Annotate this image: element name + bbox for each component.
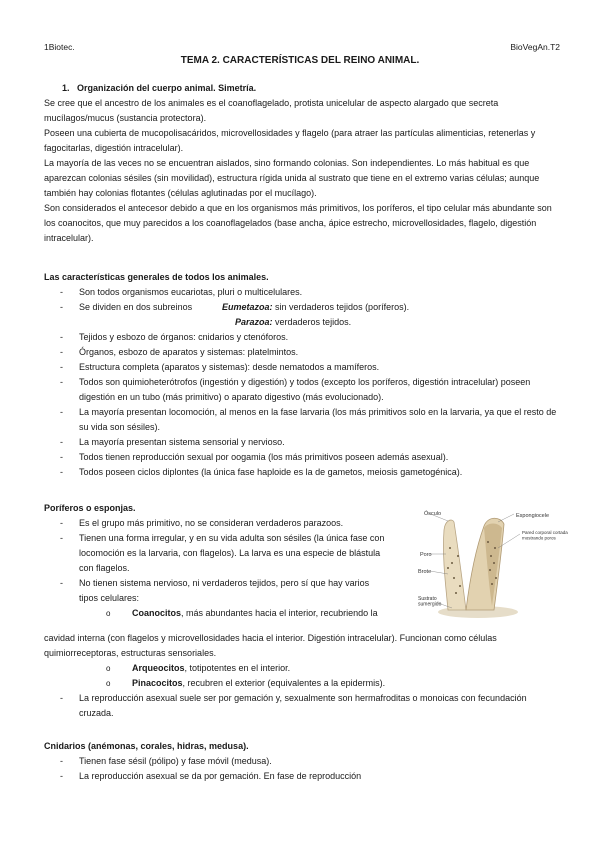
- term-text: , totipotentes en el interior.: [184, 663, 291, 673]
- term-text: , recubren el exterior (equivalentes a la epidermis).: [182, 678, 386, 688]
- label-poro: Poro: [420, 552, 432, 558]
- list-item: - Todos poseen ciclos diplontes (la única fase haploide es la de gametos, meiosis gametogénica).: [44, 465, 559, 480]
- list-item: - La reproducción asexual suele ser por gemación y, sexualmente son hermafroditas o monoicas con fecundación cruzada.: [44, 691, 559, 721]
- label-osculo: Ósculo: [424, 511, 442, 517]
- label-sustrato: Sustrato sumergido: [418, 596, 442, 608]
- label-espongiocele: Espongiocele: [516, 513, 550, 519]
- sponge-tube-left: [443, 520, 466, 610]
- section-number: 1.: [62, 83, 70, 93]
- term-text: verdaderos tejidos.: [272, 317, 352, 327]
- list-item-continuation: [44, 315, 559, 330]
- list-item: - La mayoría presentan sistema sensorial y nervioso.: [44, 435, 559, 450]
- list-item: - Es el grupo más primitivo, no se consideran verdaderos parazoos.: [44, 516, 386, 531]
- sub-item: [44, 676, 559, 691]
- section-heading: [44, 81, 559, 96]
- list-item-text: Se dividen en dos subreinos: [79, 302, 193, 312]
- header-right: BioVegAn.T2: [510, 42, 560, 52]
- term-text: , más abundantes hacia el interior, recubriendo la: [181, 608, 378, 618]
- term-text: sin verdaderos tejidos (poríferos).: [272, 302, 410, 312]
- list-item: - Todos son quimioheterótrofos (ingestión y digestión) y todos (excepto los poríferos, digestión intracelular) poseen digestión en un tubo (más primitivo) o aparato digestivo (más evolucionado).: [44, 375, 559, 405]
- list-item: - Tienen fase sésil (pólipo) y fase móvil (medusa).: [44, 754, 559, 769]
- section-title: Organización del cuerpo animal. Simetría.: [77, 83, 257, 93]
- list-item: - La mayoría presentan locomoción, al menos en la fase larvaria (los más primitivos solo en la larvaria, ya que el resto de su vida son sésiles).: [44, 405, 559, 435]
- sponge-illustration: [418, 508, 578, 620]
- term-pinacocitos: Pinacocitos: [132, 678, 183, 688]
- term-parazoa: Parazoa:: [235, 317, 273, 327]
- list-item: - Estructura completa (aparatos y sistemas): desde nematodos a mamíferos.: [44, 360, 559, 375]
- section-poriferos: [44, 501, 386, 621]
- paragraph: La mayoría de las veces no se encuentran aislados, sino formando colonias. Son independientes. Lo más habitual es que aparezcan colonias sésiles (sin movilidad), estructura rígida unida al sustrato que tiene en el extremo varias células; aunque también hay colonias flotantes (células aglutinadas por el mucílago).: [44, 158, 540, 198]
- poriferos-continued: [44, 631, 559, 721]
- term-eumetazoa: Eumetazoa:: [222, 302, 273, 312]
- list-item: - La reproducción asexual se da por gemación. En fase de reproducción: [44, 769, 559, 784]
- section-title: Las características generales de todos los animales.: [44, 272, 269, 282]
- section-title: Poríferos o esponjas.: [44, 503, 136, 513]
- term-arqueocitos: Arqueocitos: [132, 663, 185, 673]
- label-brote: Brote: [418, 569, 432, 575]
- section-cnidarios: [44, 739, 559, 784]
- list-item: - Órganos, esbozo de aparatos y sistemas: platelmintos.: [44, 345, 559, 360]
- term-coanocitos: Coanocitos: [132, 608, 182, 618]
- list-item: - Tejidos y esbozo de órganos: cnidarios y ctenóforos.: [44, 330, 559, 345]
- section-organizacion: [44, 81, 559, 246]
- header-left: 1Biotec.: [44, 42, 75, 52]
- page-title: TEMA 2. CARACTERÍSTICAS DEL REINO ANIMAL.: [180, 55, 420, 66]
- sub-item: [44, 606, 386, 621]
- paragraph: Se cree que el ancestro de los animales es el coanoflagelado, protista unicelular de aspecto alargado que secreta mucílagos/mucus (sustancia protectora).: [44, 98, 499, 123]
- paragraph: cavidad interna (con flagelos y microvellosidades hacia el interior. Digestión intracelular). Funcionan como células quimiorreceptoras, estructuras sensoriales.: [44, 633, 497, 658]
- paragraph: Son considerados el antecesor debido a que en los organismos más primitivos, los poríferos, el tipo celular más abundante son los coanocitos, que muy parecidos a los coanoflagelados (base ancha, ápice estrecho, microvellosidades, flagelo, digestión intracelular).: [44, 203, 552, 243]
- list-item: - Todos tienen reproducción sexual por oogamia (los más primitivos poseen además asexual).: [44, 450, 559, 465]
- list-item: - No tienen sistema nervioso, ni verdaderos tejidos, pero sí que hay varios tipos celulares:: [44, 576, 386, 606]
- section-general: [44, 270, 559, 480]
- list-item: - Tienen una forma irregular, y en su vida adulta son sésiles (la única fase con locomoción es la larvaria, con flagelos). La larva es una especie de blástula con flagelos.: [44, 531, 386, 576]
- section-title: Cnidarios (anémonas, corales, hidras, medusa).: [44, 741, 249, 751]
- sub-item: [44, 661, 559, 676]
- label-pared: Pared corporal cortada mostrando poros: [522, 530, 568, 541]
- paragraph: Poseen una cubierta de mucopolisacáridos, microvellosidades y flagelo (para atraer las partículas alimenticias, retenerlas y fagocitarlas, digestión intracelular).: [44, 128, 536, 153]
- list-item: - Son todos organismos eucariotas, pluri o multicelulares.: [44, 285, 559, 300]
- list-item: [44, 300, 559, 315]
